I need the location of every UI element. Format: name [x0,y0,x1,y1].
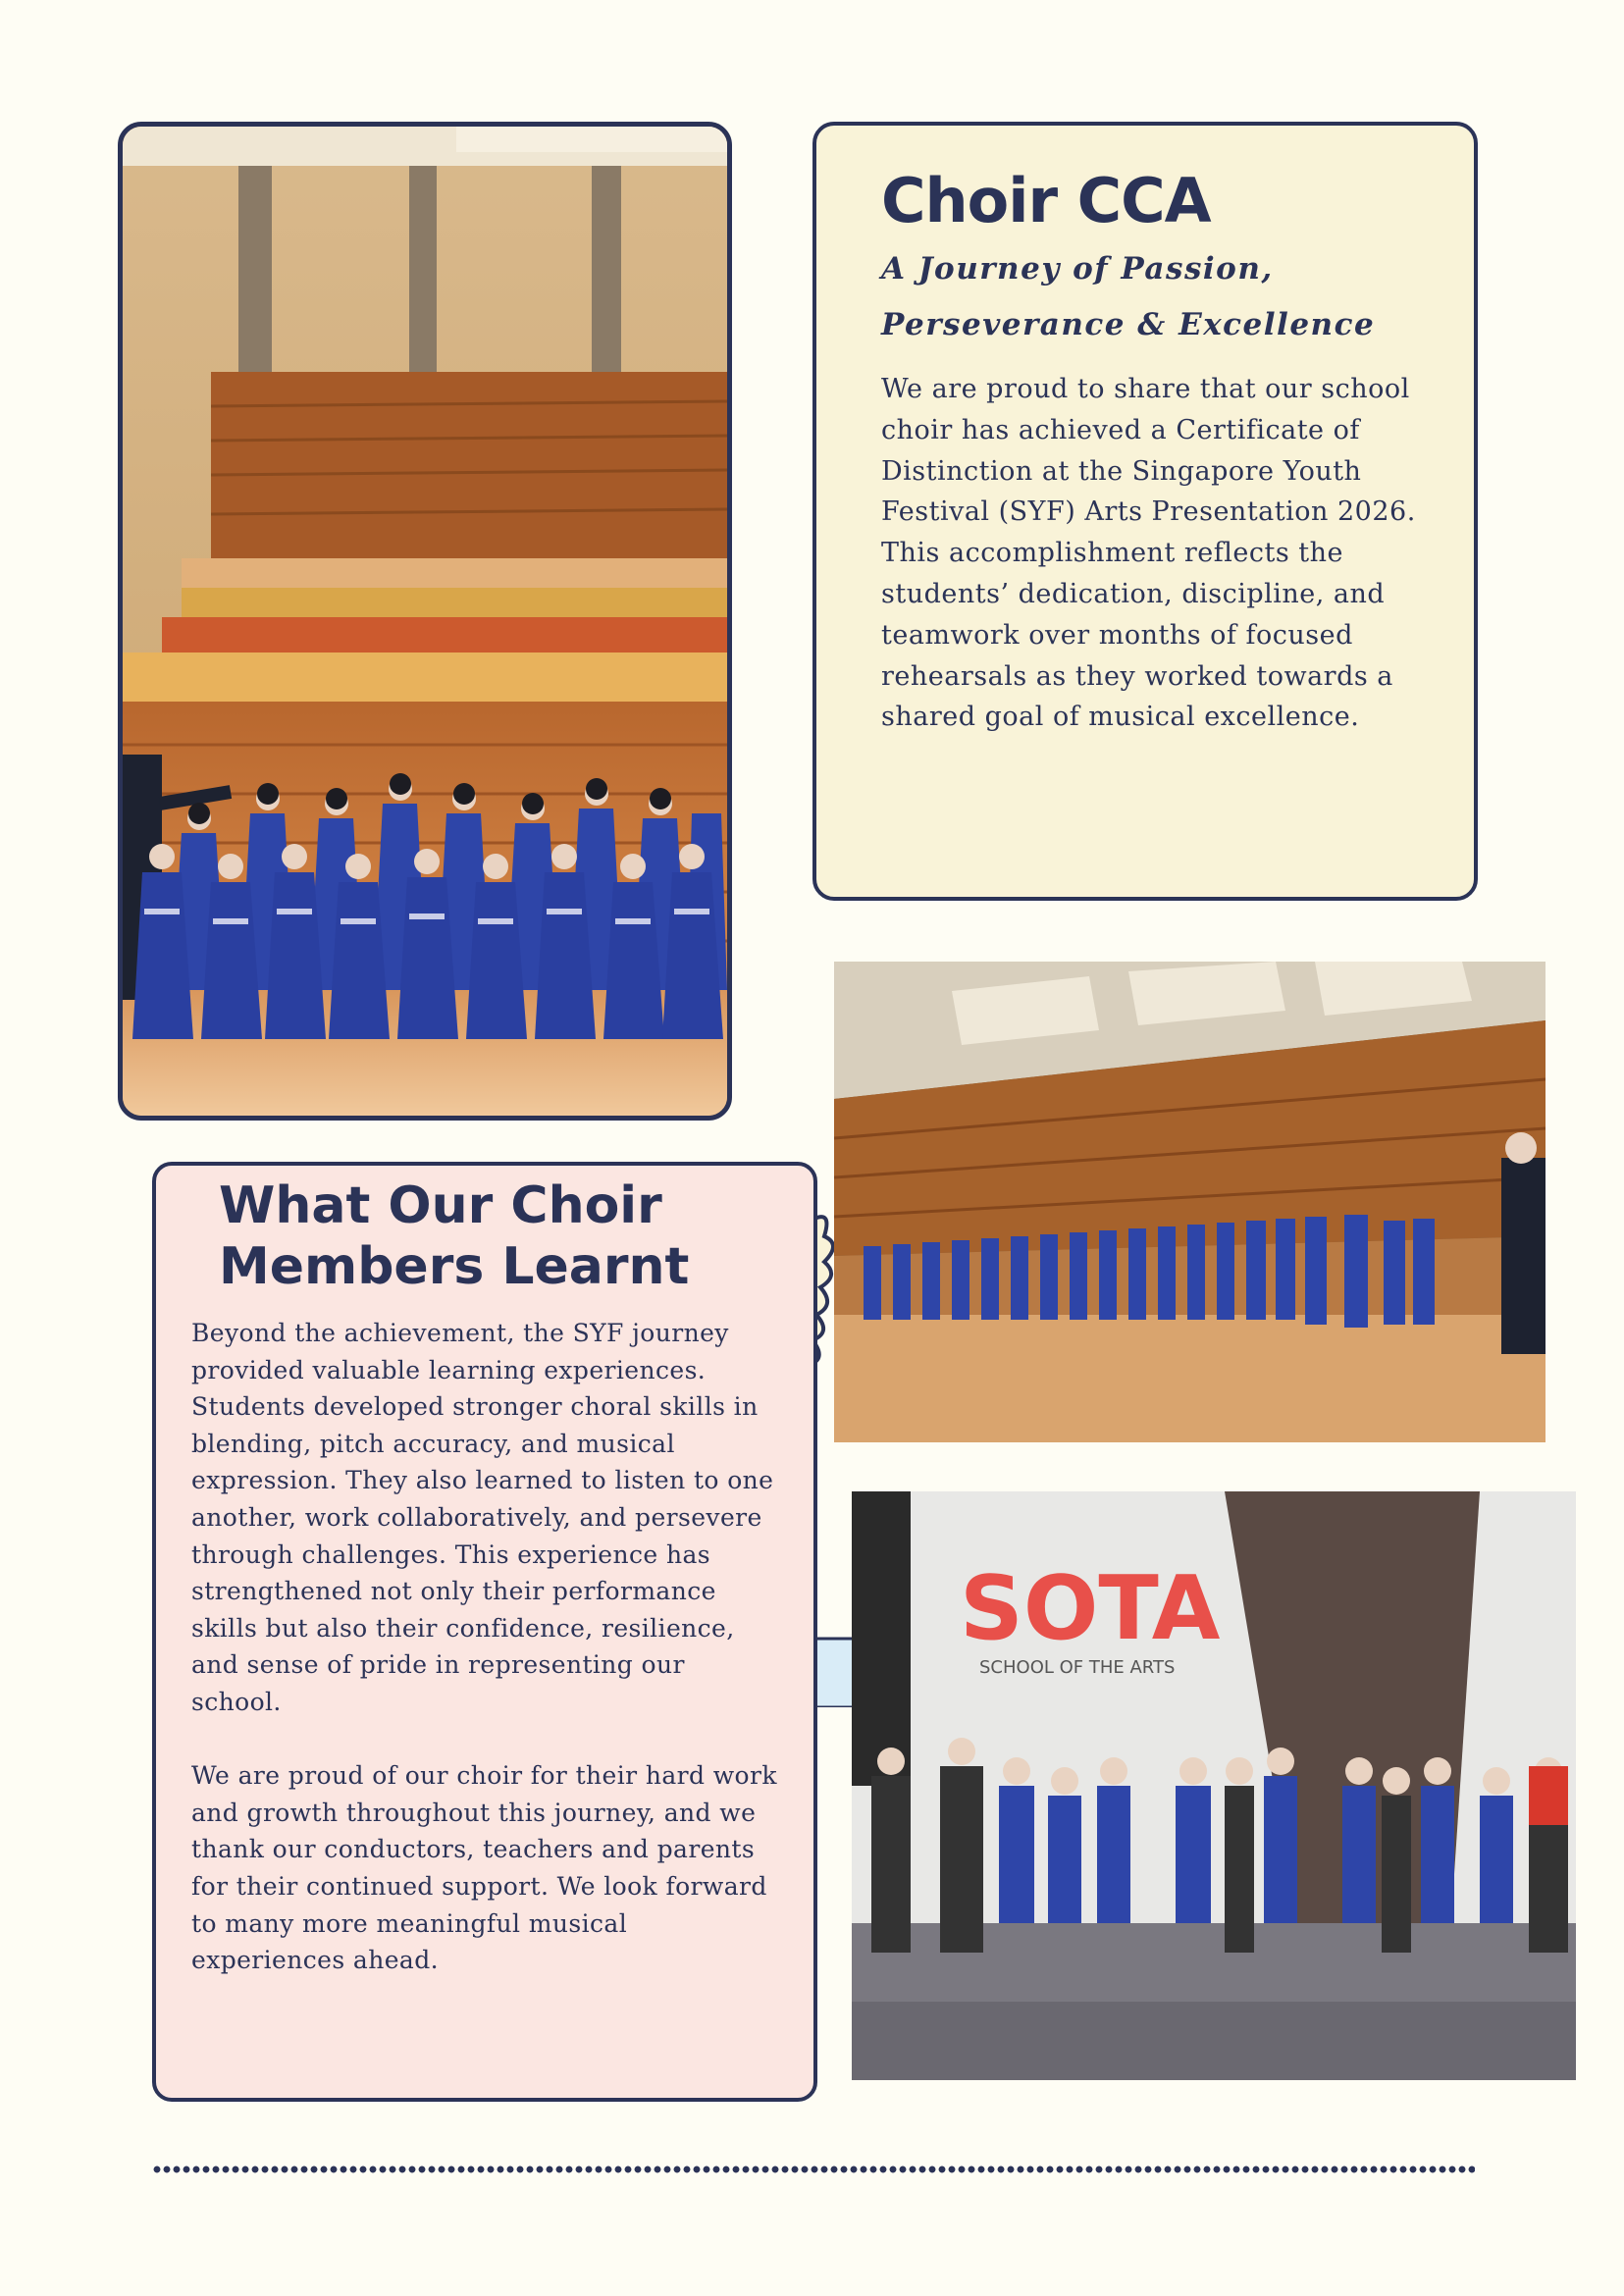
intro-card [812,122,1478,901]
sota-sign-sub: SCHOOL OF THE ARTS [979,1657,1176,1678]
learnings-paragraph-2: We are proud of our choir for their hard work and growth throughout this journey, and we thank our conductors, teachers and parents for their continued support. We look forward to many more meaningful musical experiences ahead. [191,1761,777,1975]
choir-group-photo [852,1491,1576,2080]
page-subtitle [881,241,1431,353]
choir-stage-photo-tall [118,122,732,1121]
learnings-paragraph-1: Beyond the achievement, the SYF journey provided valuable learning experiences. Students developed stronger choral skills in blending, pitch accuracy, and musical expression. They also learned to listen to one another, work collaboratively, and persevere through challenges. This experience has strengthened not only their performance skills but also their confidence, resilience, and sense of pride in representing our school. [191,1319,774,1716]
intro-paragraph: We are proud to share that our school choir has achieved a Certificate of Distinction at the Singapore Youth Festival (SYF) Arts Presentation 2026. This accomplishment reflects the students’ dedication, discipline, and teamwork over months of focused rehearsals as they worked towards a shared goal of musical excellence. [881,374,1416,733]
learnings-card [152,1162,817,2102]
learnings-heading-line-1: What Our Choir [219,1176,662,1235]
choir-stage-photo-wide [834,962,1545,1442]
subtitle-line-2: Perseverance & Excellence [881,307,1376,342]
group-photo-illustration [852,1491,1576,2080]
learnings-body [191,1315,780,2015]
choir-stage-illustration [123,127,727,1116]
learnings-heading [219,1175,768,1297]
sota-sign: SOTA [960,1557,1221,1660]
choir-wide-illustration [834,962,1545,1442]
subtitle-line-1: A Journey of Passion, [881,251,1274,287]
page-title: Choir CCA [881,165,1211,236]
learnings-heading-line-2: Members Learnt [219,1237,690,1296]
dotted-divider [152,2166,1475,2173]
